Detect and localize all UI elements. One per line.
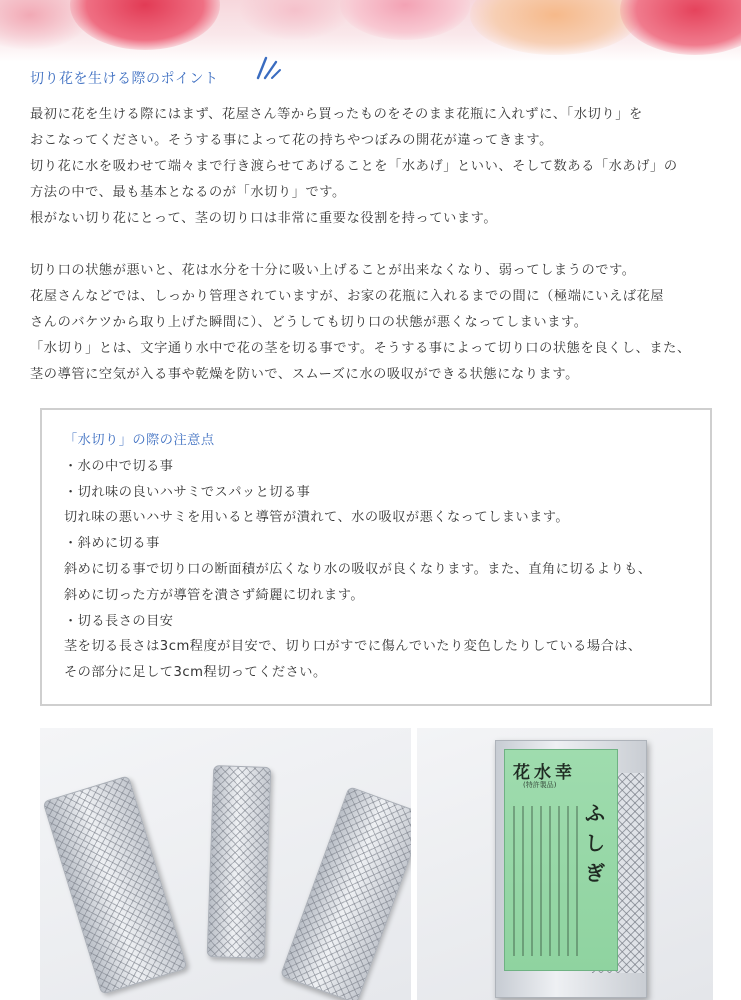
package-brand: 花水幸 (513, 763, 576, 783)
metal-strip-image (207, 765, 272, 959)
intro-line: 花屋さんなどでは、しっかり管理されていますが、お家の花瓶に入れるまでの間に（極端にいえば花屋 (30, 289, 665, 304)
flower-petal-image (620, 0, 741, 55)
notes-line: ・斜めに切る事 (64, 536, 160, 552)
notes-line: 茎を切る長さは3cm程度が目安で、切り口がすでに傷んでいたり変色したりしている場合は、 (64, 639, 642, 655)
notes-line: 斜めに切った方が導管を潰さず綺麗に切れます。 (64, 587, 365, 603)
notes-line: ・切る長さの目安 (64, 613, 174, 629)
notes-line: その部分に足して3cm程切ってください。 (64, 665, 327, 681)
product-strips-photo (40, 728, 411, 1000)
notes-line: ・水の中で切る事 (64, 458, 174, 474)
package-product-name: ふしぎ (585, 801, 605, 885)
sparkle-accent-icon (252, 54, 282, 80)
notes-content (64, 428, 692, 686)
metal-strip-image (280, 786, 411, 1000)
intro-line: 最初に花を生ける際にはまず、花屋さん等から買ったものをそのまま花瓶に入れずに、「水切り」を (30, 107, 643, 122)
intro-line: 「水切り」とは、文字通り水中で花の茎を切る事です。そうする事によって切り口の状態を良くし、また、 (30, 341, 691, 356)
flower-petal-image (340, 0, 470, 40)
notes-line: 斜めに切る事で切り口の断面積が広くなり水の吸収が良くなります。また、直角に切るよりも、 (64, 561, 652, 577)
notes-box (40, 408, 712, 706)
intro-line: 切り花に水を吸わせて端々まで行き渡らせてあげることを「水あげ」といい、そして数ある「水あげ」の (30, 159, 678, 174)
intro-line: さんのバケツから取り上げた瞬間に）、どうしても切り口の状態が悪くなってしまいます。 (30, 315, 588, 330)
intro-line: 茎の導管に空気が入る事や乾燥を防いで、スムーズに水の吸収ができる状態になります。 (30, 367, 579, 382)
package-patent: (特許製品) (523, 781, 557, 789)
notes-line: 切れ味の悪いハサミを用いると導管が潰れて、水の吸収が悪くなってしまいます。 (64, 510, 570, 526)
section-title: 切り花を生ける際のポイント (30, 71, 219, 87)
paragraph-gap (30, 232, 720, 258)
intro-line: おこなってください。そうする事によって花の持ちやつぼみの開花が違ってきます。 (30, 133, 553, 148)
flower-petal-image (240, 0, 350, 40)
package-instructions-text (513, 806, 583, 956)
package-label (504, 749, 618, 971)
metal-strip-image (42, 775, 187, 994)
notes-heading: 「水切り」の際の注意点 (64, 433, 215, 448)
flower-header-banner (0, 0, 741, 62)
flower-petal-image (470, 0, 640, 55)
intro-text (30, 102, 720, 388)
product-package (495, 740, 647, 998)
intro-line: 切り口の状態が悪いと、花は水分を十分に吸い上げることが出来なくなり、弱ってしまうのです。 (30, 263, 636, 278)
notes-line: ・切れ味の良いハサミでスパッと切る事 (64, 484, 311, 500)
flower-petal-image (70, 0, 220, 50)
product-package-photo (417, 728, 713, 1000)
intro-line: 根がない切り花にとって、茎の切り口は非常に重要な役割を持っています。 (30, 211, 498, 226)
intro-line: 方法の中で、最も基本となるのが「水切り」です。 (30, 185, 346, 200)
